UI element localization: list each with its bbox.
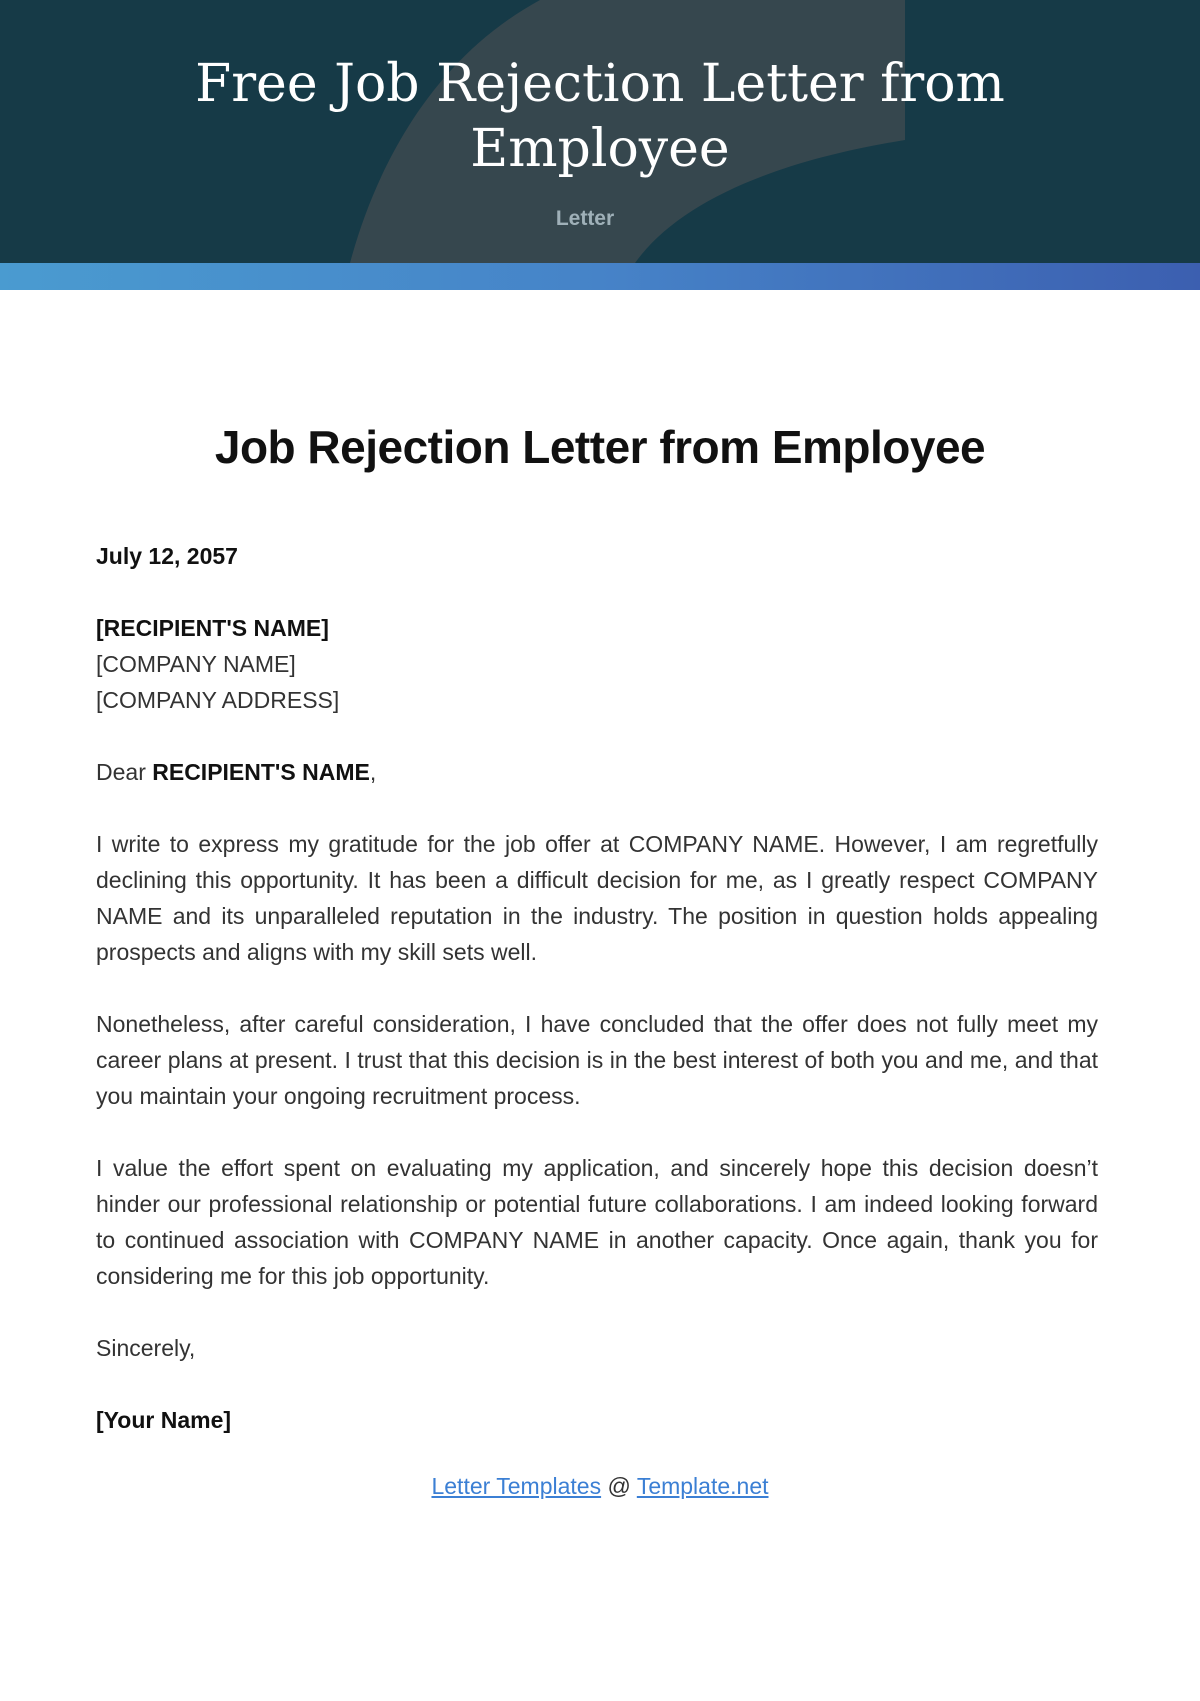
salutation <box>96 754 1098 790</box>
letter-body <box>96 538 1098 1474</box>
template-net-link[interactable]: Template.net <box>636 1473 769 1499</box>
recipient-name: [RECIPIENT'S NAME] <box>96 615 329 641</box>
paragraph-2: Nonetheless, after careful consideration, I have concluded that the offer does not fully meet my career plans at present. I trust that this decision is in the best interest of both you and me, and that you maintain your ongoing recruitment process. <box>96 1011 1098 1109</box>
footer <box>0 1473 1200 1500</box>
salutation-name: RECIPIENT'S NAME <box>152 759 370 785</box>
document-title: Job Rejection Letter from Employee <box>214 421 986 473</box>
company-name: [COMPANY NAME] <box>96 651 296 677</box>
accent-bar <box>0 263 1200 290</box>
closing: Sincerely, <box>96 1335 196 1361</box>
page-title-line-1: Free Job Rejection Letter from <box>195 54 1005 114</box>
letter-date: July 12, 2057 <box>96 543 238 569</box>
footer-separator: @ <box>601 1473 637 1499</box>
page-title <box>0 52 1200 182</box>
page-title-line-2: Employee <box>470 119 730 179</box>
salutation-prefix: Dear <box>96 759 153 785</box>
salutation-suffix: , <box>369 759 377 785</box>
company-address: [COMPANY ADDRESS] <box>96 687 340 713</box>
paragraph-1: I write to express my gratitude for the job offer at COMPANY NAME. However, I am regretfully declining this opportunity. It has been a difficult decision for me, as I greatly respect COMPANY NAME and its unparalleled reputation in the industry. The position in question holds appealing prospects and aligns with my skill sets well. <box>96 831 1098 965</box>
signature: [Your Name] <box>96 1407 232 1433</box>
header-banner <box>0 0 1200 263</box>
recipient-address <box>96 610 1098 718</box>
letter-templates-link[interactable]: Letter Templates <box>431 1473 602 1499</box>
paragraph-3: I value the effort spent on evaluating my application, and sincerely hope this decision doesn’t hinder our professional relationship or potential future collaborations. I am indeed looking forward to continued association with COMPANY NAME in another capacity. Once again, thank you for considering me for this job opportunity. <box>96 1155 1098 1289</box>
page-category: Letter <box>555 207 615 230</box>
